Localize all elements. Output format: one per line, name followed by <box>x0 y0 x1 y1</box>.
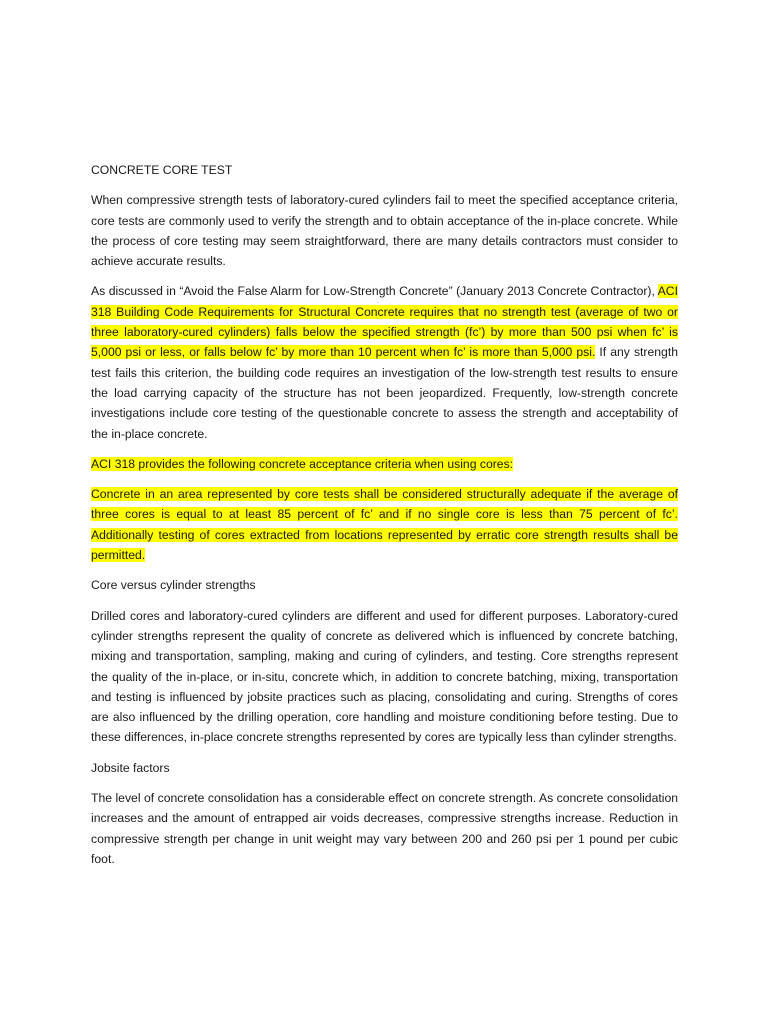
paragraph-aci-intro-text: As discussed in “Avoid the False Alarm for Low-Strength Concrete” (January 2013 Concrete Contractor), <box>91 284 658 299</box>
subheading-core-vs-cylinder: Core versus cylinder strengths <box>91 578 256 593</box>
paragraph-acceptance-criteria-intro <box>91 454 678 474</box>
paragraph-acceptance-criteria <box>91 484 678 565</box>
highlighted-aci-requirement: ACI 318 Building Code Requirements for Structural Concrete requires that no strength test (average of two or three laboratory-cured cylinders) falls below the specified strength (fc’) by more than 500 psi when fc’ is 5,000 psi or less, or falls below fc’ by more than 10 percent when fc’ is more than 5,000 psi. <box>91 284 678 360</box>
highlighted-criteria-intro: ACI 318 provides the following concrete acceptance criteria when using cores: <box>91 456 514 471</box>
paragraph-aci-rest-text: If any strength test fails this criterion, the building code requires an investigation of the low-strength test results to ensure the load carrying capacity of the structure has not been jeopardized. Frequently, low-strength concrete investigations include core testing of the questionable concrete to assess the strength and acceptability of the in-place concrete. <box>91 345 678 441</box>
highlighted-criteria-text: Concrete in an area represented by core tests shall be considered structurally adequate if the average of three cores is equal to at least 85 percent of fc’ and if no single core is less than 75 percent of fc’. Additionally testing of cores extracted from locations represented by erratic core strength results shall be permitted. <box>91 487 678 563</box>
paragraph-aci-requirements <box>91 281 678 443</box>
paragraph-intro: When compressive strength tests of laboratory-cured cylinders fail to meet the specified acceptance criteria, core tests are commonly used to verify the strength and to obtain acceptance of the in-place concrete. While the process of core testing may seem straightforward, there are many details contractors must consider to achieve accurate results. <box>91 193 678 269</box>
subheading-jobsite-factors: Jobsite factors <box>91 760 170 775</box>
document-page <box>91 160 678 879</box>
paragraph-jobsite-factors: The level of concrete consolidation has a considerable effect on concrete strength. As concrete consolidation increases and the amount of entrapped air voids decreases, compressive strengths increase. Reduction in compressive strength per change in unit weight may vary between 200 and 260 psi per 1 pound per cubic foot. <box>91 791 678 866</box>
document-title: CONCRETE CORE TEST <box>91 163 233 177</box>
paragraph-core-vs-cylinder: Drilled cores and laboratory-cured cylinders are different and used for different purposes. Laboratory-cured cylinder strengths represent the quality of concrete as delivered which is influenced by concrete batching, mixing and transportation, sampling, making and curing of cylinders, and testing. Core strengths represent the quality of the in-place, or in-situ, concrete which, in addition to concrete batching, mixing, transportation and testing is influenced by jobsite practices such as placing, consolidating and curing. Strengths of cores are also influenced by the drilling operation, core handling and moisture conditioning before testing. Due to these differences, in-place concrete strengths represented by cores are typically less than cylinder strengths. <box>91 608 678 745</box>
